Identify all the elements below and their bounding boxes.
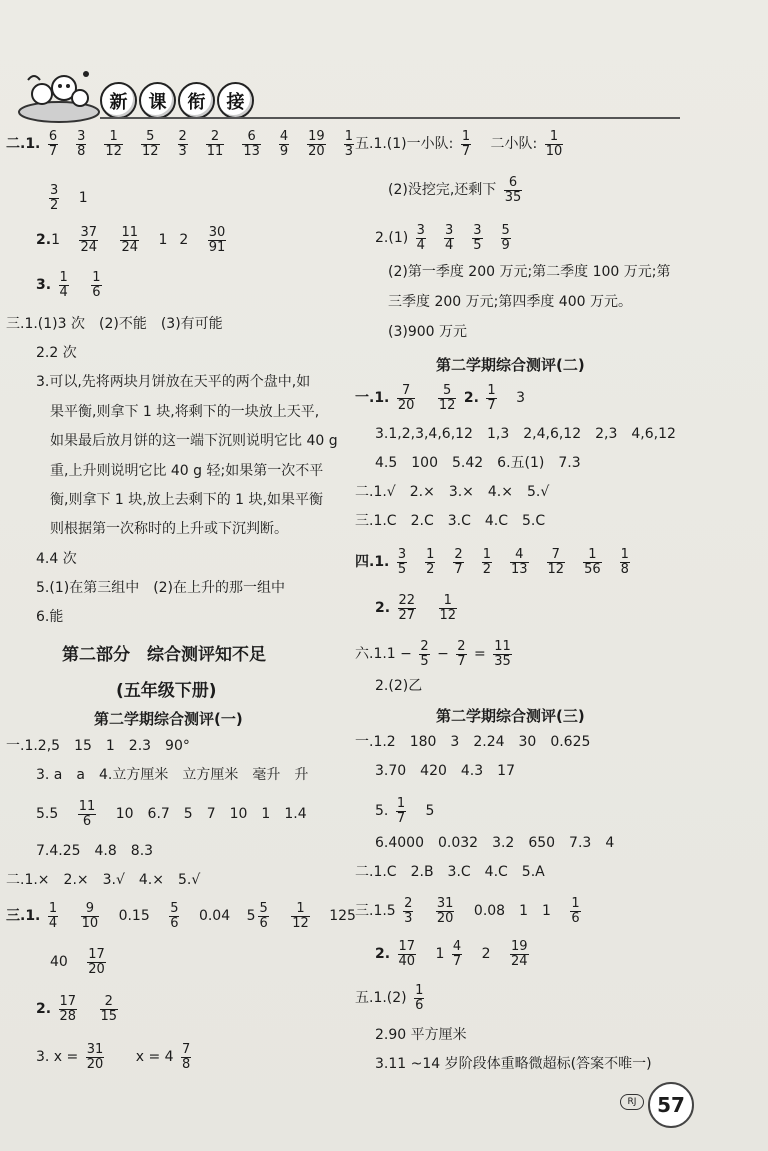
numerator: 11 xyxy=(494,639,511,654)
denominator: 7 xyxy=(487,397,496,413)
fraction xyxy=(444,224,454,252)
fraction xyxy=(493,640,512,668)
answer-line: 六.1.1 − $\frac{2}{5}$ − $\frac{2}{7}$ = $\frac{11}{35}$ xyxy=(355,639,511,669)
fraction xyxy=(48,902,58,930)
denominator: 4 xyxy=(48,915,58,931)
denominator: 3 xyxy=(178,143,187,159)
numerator: 2 xyxy=(404,896,413,911)
numerator: 22 xyxy=(398,593,416,608)
numerator: 3 xyxy=(416,223,425,238)
numerator: 1 xyxy=(104,130,123,145)
answer-line: 3. a a 4.立方厘米 立方厘米 毫升 升 xyxy=(36,767,309,783)
fraction xyxy=(398,940,417,968)
fraction xyxy=(419,640,429,668)
denominator: 8 xyxy=(182,1056,191,1072)
denominator: 35 xyxy=(494,653,511,669)
numerator: 1 xyxy=(291,902,310,917)
denominator: 9 xyxy=(279,143,289,159)
part-title: 第二部分 综合测评知不足 xyxy=(62,645,266,665)
answer-line: 三.1. $\frac{1}{4}$ $\frac{9}{10}$ 0.15 $\frac{5}{6}$ 0.04 5 $\frac{5}{6}$ $\frac{1}{12}$ 125 xyxy=(6,901,356,931)
answer-line: 二.1.× 2.× 3.√ 4.× 5.√ xyxy=(6,872,201,888)
numerator: 2 xyxy=(178,129,187,144)
answer-line: (2)没挖完,还剩下 $\frac{6}{35}$ xyxy=(388,175,522,205)
answer-line: 二.1.√ 2.× 3.× 4.× 5.√ xyxy=(355,484,550,500)
fraction xyxy=(344,130,354,158)
fraction xyxy=(472,224,482,252)
denominator: 11 xyxy=(206,143,224,159)
denominator: 10 xyxy=(81,915,99,931)
numerator: 1 xyxy=(396,796,406,811)
fraction xyxy=(91,271,101,299)
fraction xyxy=(181,1043,191,1071)
banner-char: 新 xyxy=(100,82,137,119)
answer-line: 则根据第一次称时的上升或下沉判断。 xyxy=(50,521,288,537)
fraction xyxy=(461,130,471,158)
fraction xyxy=(104,130,123,158)
fraction xyxy=(59,271,69,299)
numerator: 2 xyxy=(206,130,225,145)
fraction xyxy=(76,130,86,158)
answer-line: 一.1. $\frac{7}{20}$ $\frac{5}{12}$ 2. $\frac{1}{7}$ 3 xyxy=(355,383,526,413)
numerator: 5 xyxy=(501,223,510,238)
numerator: 1 xyxy=(461,129,471,144)
page-number: 57 xyxy=(648,1082,694,1128)
fraction xyxy=(403,897,413,925)
denominator: 12 xyxy=(547,561,565,577)
numerator: 11 xyxy=(121,225,138,240)
denominator: 5 xyxy=(473,237,482,253)
numerator: 1 xyxy=(426,547,435,562)
denominator: 20 xyxy=(397,397,415,413)
numerator: 4 xyxy=(510,548,529,563)
answer-line: 7.4.25 4.8 8.3 xyxy=(36,843,154,859)
numerator: 1 xyxy=(48,901,58,916)
answer-line: 果平衡,则拿下 1 块,将剩下的一块放上天平, xyxy=(50,404,320,420)
fraction xyxy=(504,176,523,204)
answer-line: 5. $\frac{1}{7}$ 5 xyxy=(375,796,435,826)
header-rule xyxy=(100,117,680,119)
fraction xyxy=(242,130,261,158)
fraction xyxy=(86,1043,105,1071)
answer-line: 6.能 xyxy=(36,609,64,625)
denominator: 3 xyxy=(344,143,353,159)
answer-line: 2.90 平方厘米 xyxy=(375,1027,467,1043)
fraction xyxy=(87,948,106,976)
numerator: 5 xyxy=(141,130,160,145)
answer-line: 4.5 100 5.42 6.五(1) 7.3 xyxy=(375,455,581,471)
denominator: 2 xyxy=(50,197,59,213)
numerator: 37 xyxy=(80,225,97,240)
numerator: 17 xyxy=(88,947,105,962)
fraction xyxy=(547,548,566,576)
numerator: 30 xyxy=(208,225,226,240)
test-title: 第二学期综合测评(三) xyxy=(436,707,585,725)
fraction xyxy=(279,130,289,158)
fraction xyxy=(545,130,564,158)
denominator: 12 xyxy=(105,143,122,159)
answer-line: 2.1 $\frac{37}{24}$ $\frac{11}{24}$ 1 2 $\frac{30}{91}$ xyxy=(36,225,226,255)
numerator: 3 xyxy=(50,183,59,198)
numerator: 2 xyxy=(100,995,119,1010)
numerator: 7 xyxy=(547,548,566,563)
fraction xyxy=(501,224,511,252)
numerator: 3 xyxy=(444,223,454,238)
numerator: 31 xyxy=(86,1042,104,1057)
fraction xyxy=(396,797,406,825)
numerator: 9 xyxy=(81,902,100,917)
fraction xyxy=(398,594,417,622)
section-banner xyxy=(100,82,254,119)
denominator: 15 xyxy=(100,1008,118,1024)
denominator: 7 xyxy=(48,143,58,159)
numerator: 5 xyxy=(170,901,179,916)
fraction xyxy=(178,130,188,158)
numerator: 19 xyxy=(308,129,325,144)
answer-line: 4.4 次 xyxy=(36,551,77,567)
fraction xyxy=(453,548,463,576)
fraction xyxy=(397,548,407,576)
numerator: 1 xyxy=(583,548,602,563)
fraction xyxy=(452,940,462,968)
answer-line: 三季度 200 万元;第四季度 400 万元。 xyxy=(388,294,632,310)
fraction xyxy=(570,897,580,925)
numerator: 2 xyxy=(420,639,429,654)
numerator: 1 xyxy=(415,983,424,998)
numerator: 1 xyxy=(620,547,629,562)
denominator: 20 xyxy=(308,143,325,159)
numerator: 1 xyxy=(545,130,564,145)
numerator: 6 xyxy=(242,130,261,145)
fraction xyxy=(414,984,424,1012)
answer-line: 三.1.5 $\frac{2}{3}$ $\frac{31}{20}$ 0.08 1 1 $\frac{1}{6}$ xyxy=(355,896,580,926)
numerator: 3 xyxy=(397,547,407,562)
numerator: 11 xyxy=(78,799,96,814)
denominator: 7 xyxy=(461,143,471,159)
fraction xyxy=(258,902,268,930)
denominator: 24 xyxy=(80,239,97,255)
fraction xyxy=(397,384,416,412)
denominator: 20 xyxy=(436,910,454,926)
numerator: 2 xyxy=(454,547,463,562)
cartoon-logo xyxy=(14,60,104,126)
denominator: 13 xyxy=(510,561,528,577)
denominator: 28 xyxy=(59,1008,77,1024)
numerator: 1 xyxy=(92,270,101,285)
numerator: 1 xyxy=(482,547,491,562)
denominator: 12 xyxy=(292,915,309,931)
denominator: 56 xyxy=(584,561,601,577)
denominator: 6 xyxy=(259,915,268,931)
numerator: 7 xyxy=(397,384,416,399)
fraction xyxy=(510,940,529,968)
denominator: 6 xyxy=(415,997,424,1013)
denominator: 20 xyxy=(86,1056,104,1072)
fraction xyxy=(78,800,97,828)
answer-line: 2. $\frac{17}{40}$ 1 $\frac{4}{7}$ 2 $\frac{19}{24}$ xyxy=(375,939,528,969)
fraction xyxy=(59,995,78,1023)
answer-line: 一.1.2 180 3 2.24 30 0.625 xyxy=(355,734,591,750)
fraction xyxy=(438,384,457,412)
numerator: 3 xyxy=(473,223,482,238)
denominator: 6 xyxy=(92,284,101,300)
answer-line: 3. x = $\frac{31}{20}$ x = 4 $\frac{7}{8}$ xyxy=(36,1042,191,1072)
numerator: 17 xyxy=(59,994,77,1009)
denominator: 20 xyxy=(88,961,105,977)
numerator: 6 xyxy=(48,129,58,144)
denominator: 27 xyxy=(398,607,416,623)
banner-char: 课 xyxy=(139,82,176,119)
fraction xyxy=(100,995,119,1023)
part-subtitle: (五年级下册) xyxy=(116,681,217,701)
answer-line: 2. $\frac{22}{27}$ $\frac{1}{12}$ xyxy=(375,593,457,623)
fraction xyxy=(49,184,59,212)
denominator: 12 xyxy=(438,397,456,413)
numerator: 4 xyxy=(452,939,462,954)
answer-line: 四.1. $\frac{3}{5}$ $\frac{1}{2}$ $\frac{2}{7}$ $\frac{1}{2}$ $\frac{4}{13}$ $\frac{7}{12}$ $\frac{1}{56}$ $\frac{1}{8}$ xyxy=(355,548,633,576)
denominator: 6 xyxy=(170,915,179,931)
denominator: 5 xyxy=(420,653,429,669)
denominator: 9 xyxy=(501,237,510,253)
answer-line: 3.11 ~14 岁阶段体重略微超标(答案不唯一) xyxy=(375,1056,652,1072)
denominator: 2 xyxy=(426,561,435,577)
answer-line: 2. $\frac{17}{28}$ $\frac{2}{15}$ xyxy=(36,994,118,1024)
answer-line: 6.4000 0.032 3.2 650 7.3 4 xyxy=(375,835,615,851)
denominator: 10 xyxy=(545,143,563,159)
fraction xyxy=(510,548,529,576)
answer-line: 如果最后放月饼的这一端下沉则说明它比 40 g xyxy=(50,433,338,449)
answer-line: 五.1.(2) $\frac{1}{6}$ xyxy=(355,983,424,1013)
fraction xyxy=(486,384,496,412)
numerator: 1 xyxy=(344,129,353,144)
answer-line: (3)900 万元 xyxy=(388,324,468,340)
denominator: 13 xyxy=(243,143,260,159)
answer-line: 2.2 次 xyxy=(36,345,77,361)
denominator: 40 xyxy=(398,953,416,969)
banner-char: 接 xyxy=(217,82,254,119)
answer-line: 3. $\frac{1}{4}$ $\frac{1}{6}$ xyxy=(36,270,101,300)
numerator: 1 xyxy=(439,594,458,609)
fraction xyxy=(620,548,630,576)
fraction xyxy=(141,130,160,158)
answer-line: 衡,则拿下 1 块,放上去剩下的 1 块,如果平衡 xyxy=(50,492,323,508)
fraction xyxy=(425,548,435,576)
numerator: 3 xyxy=(77,129,86,144)
fraction xyxy=(583,548,602,576)
numerator: 7 xyxy=(182,1042,191,1057)
fraction xyxy=(482,548,492,576)
answer-line: 3.1,2,3,4,6,12 1,3 2,4,6,12 2,3 4,6,12 xyxy=(375,426,676,442)
denominator: 6 xyxy=(82,813,92,829)
numerator: 5 xyxy=(438,384,457,399)
test-title: 第二学期综合测评(二) xyxy=(436,356,585,374)
answer-line: 三.1.C 2.C 3.C 4.C 5.C xyxy=(355,513,546,529)
denominator: 3 xyxy=(404,910,413,926)
numerator: 31 xyxy=(436,896,454,911)
denominator: 2 xyxy=(482,561,491,577)
fraction xyxy=(120,226,139,254)
denominator: 8 xyxy=(620,561,629,577)
numerator: 17 xyxy=(398,939,416,954)
numerator: 4 xyxy=(279,129,289,144)
fraction xyxy=(307,130,326,158)
fraction xyxy=(81,902,100,930)
denominator: 12 xyxy=(439,607,457,623)
fraction xyxy=(416,224,426,252)
denominator: 35 xyxy=(504,189,522,205)
fraction xyxy=(48,130,58,158)
fraction xyxy=(291,902,310,930)
denominator: 7 xyxy=(452,953,462,969)
numerator: 1 xyxy=(59,270,68,285)
test-title: 第二学期综合测评(一) xyxy=(94,710,243,728)
answer-line: 重,上升则说明它比 40 g 轻;如果第一次不平 xyxy=(50,463,324,479)
fraction xyxy=(206,130,225,158)
denominator: 4 xyxy=(444,237,454,253)
denominator: 5 xyxy=(397,561,407,577)
fraction xyxy=(436,897,455,925)
banner-char: 衔 xyxy=(178,82,215,119)
answer-line: 3.可以,先将两块月饼放在天平的两个盘中,如 xyxy=(36,374,311,390)
answer-line: 40 $\frac{17}{20}$ xyxy=(50,947,105,977)
answer-line: 五.1.(1)一小队: $\frac{1}{7}$ 二小队: $\frac{1}{10}$ xyxy=(355,129,563,159)
numerator: 1 xyxy=(487,383,496,398)
denominator: 4 xyxy=(416,237,425,253)
fraction xyxy=(439,594,458,622)
answer-line: 2.(1) $\frac{3}{4}$ $\frac{3}{4}$ $\frac{3}{5}$ $\frac{5}{9}$ xyxy=(375,224,514,252)
answer-line: 一.1.2,5 15 1 2.3 90° xyxy=(6,738,190,754)
answer-line: 三.1.(1)3 次 (2)不能 (3)有可能 xyxy=(6,316,223,332)
denominator: 7 xyxy=(457,653,466,669)
fraction xyxy=(169,902,179,930)
answer-line: 2.(2)乙 xyxy=(375,678,423,694)
answer-line: (2)第一季度 200 万元;第二季度 100 万元;第 xyxy=(388,264,671,280)
denominator: 12 xyxy=(141,143,159,159)
denominator: 4 xyxy=(59,284,68,300)
denominator: 7 xyxy=(396,810,406,826)
answer-line: 5.5 $\frac{11}{6}$ 10 6.7 5 7 10 1 1.4 xyxy=(36,799,307,829)
fraction xyxy=(456,640,466,668)
denominator: 24 xyxy=(511,953,528,969)
denominator: 6 xyxy=(571,910,580,926)
denominator: 91 xyxy=(208,239,226,255)
denominator: 8 xyxy=(77,143,86,159)
denominator: 24 xyxy=(121,239,138,255)
answer-line: 5.(1)在第三组中 (2)在上升的那一组中 xyxy=(36,580,286,596)
numerator: 2 xyxy=(457,639,466,654)
numerator: 19 xyxy=(511,939,528,954)
fraction xyxy=(79,226,98,254)
fraction xyxy=(208,226,227,254)
numerator: 1 xyxy=(571,896,580,911)
denominator: 7 xyxy=(454,561,463,577)
answer-line: 二.1. $\frac{6}{7}$ $\frac{3}{8}$ $\frac{1}{12}$ $\frac{5}{12}$ $\frac{2}{3}$ $\frac{2}{11}$ $\frac{6}{13}$ $\frac{4}{9}$ $\frac{19}{20}$ $\frac{1}{3}$ xyxy=(6,130,357,158)
edition-badge: RJ xyxy=(620,1094,644,1110)
numerator: 6 xyxy=(504,176,523,191)
answer-line: 3.70 420 4.3 17 xyxy=(375,763,515,779)
answer-line: $\frac{3}{2}$ 1 xyxy=(50,183,88,213)
answer-line: 二.1.C 2.B 3.C 4.C 5.A xyxy=(355,864,545,880)
numerator: 5 xyxy=(259,901,268,916)
